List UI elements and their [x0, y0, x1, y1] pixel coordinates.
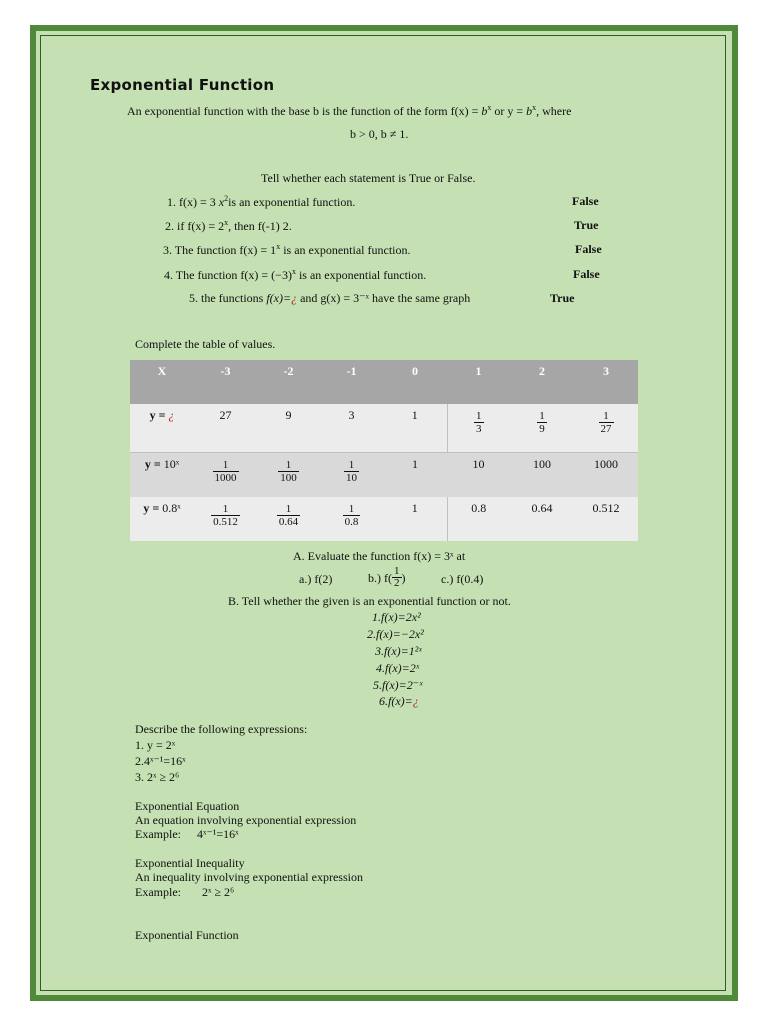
part-a-item-b: b.) f( $\frac{1}{2}$ ): [368, 565, 406, 589]
table-cell: [320, 497, 383, 541]
tf-answer-2: True: [574, 218, 599, 232]
inequality-example-label: Example:: [135, 885, 181, 899]
table-caption: Complete the table of values.: [135, 337, 276, 351]
table-row: [130, 404, 638, 453]
fraction: $\frac{1}{0.64}$: [278, 503, 299, 528]
part-b-heading: B. Tell whether the given is an exponential function or not.: [228, 594, 511, 608]
table-cell: 27: [194, 404, 257, 453]
tf-answer-3: False: [575, 242, 602, 256]
part-b-item-3: 3.f(x)=1²ˣ: [375, 644, 422, 658]
table-cell: [320, 453, 383, 498]
table-cell: 0.512: [574, 497, 638, 541]
tf-statement-4: 4. The function $f(x) = (-3)^x$ is an exponential function.: [164, 267, 427, 282]
fraction: $\frac{1}{3}$: [476, 410, 482, 435]
document-title: Exponential Function: [90, 76, 275, 94]
inequality-definition: An inequality involving exponential expression: [135, 870, 363, 884]
table-cell: 1: [383, 453, 447, 498]
table-header-cell: 1: [447, 360, 510, 404]
table-header-cell: -3: [194, 360, 257, 404]
table-row: [130, 453, 638, 498]
row-label: y = 10ˣ: [130, 453, 194, 498]
table-header-cell: X: [130, 360, 194, 404]
part-a-item-a: a.) f(2): [299, 572, 333, 586]
equation-example: 4ˣ⁻¹=16ˣ: [197, 827, 239, 841]
fraction: $\frac{1}{9}$: [539, 410, 545, 435]
table-cell: [574, 404, 638, 453]
part-b-item-1: 1.f(x)=2x²: [372, 610, 421, 624]
row-label: y = 0.8ˣ: [130, 497, 194, 541]
tf-statement-2: 2. if $f(x) = 2^x$, then f(-1) 2.: [165, 218, 292, 233]
fraction: $\frac{1}{27}$: [600, 410, 612, 435]
table-cell: 9: [257, 404, 320, 453]
describe-item-2: 2.4ˣ⁻¹=16ˣ: [135, 754, 186, 768]
table-header-cell: -2: [257, 360, 320, 404]
table-header-cell: 0: [383, 360, 447, 404]
fraction: $\frac{1}{1000}$: [214, 459, 237, 484]
inequality-heading: Exponential Inequality: [135, 856, 245, 870]
tf-statement-1: 1. f(x) = 3 $x^2is$ an exponential function.: [167, 194, 356, 209]
table-cell: 1000: [574, 453, 638, 498]
intro-line-1: An exponential function with the base b is the function of the form $f(x) = b^x$ or $y = b^x$, where: [127, 103, 572, 118]
table-cell: [194, 453, 257, 498]
table-header-cell: 3: [574, 360, 638, 404]
inequality-example: 2ˣ ≥ 2⁶: [202, 885, 235, 899]
table-cell: 3: [320, 404, 383, 453]
table-header-cell: -1: [320, 360, 383, 404]
table-cell: [447, 404, 510, 453]
table-header-row: [130, 360, 638, 404]
tf-answer-1: False: [572, 194, 599, 208]
tf-answer-4: False: [573, 267, 600, 281]
table-row: [130, 497, 638, 541]
fraction: $\frac{1}{10}$: [346, 459, 357, 484]
equation-definition: An equation involving exponential expression: [135, 813, 357, 827]
part-a-heading: A. Evaluate the function f(x) = 3ˣ at: [293, 549, 466, 563]
table-cell: [257, 497, 320, 541]
table-cell: [510, 404, 574, 453]
part-b-item-4: 4.f(x)=2ˣ: [376, 661, 420, 675]
describe-heading: Describe the following expressions:: [135, 722, 308, 736]
part-b-item-2: 2.f(x)=−2x²: [367, 627, 424, 641]
footer-heading: Exponential Function: [135, 928, 239, 942]
fraction: $\frac{1}{0.8}$: [344, 503, 359, 528]
table-cell: 1: [383, 404, 447, 453]
row-label: y = ¿: [130, 404, 194, 453]
table-of-values: [130, 360, 638, 541]
table-cell: 1: [383, 497, 447, 541]
table-cell: [194, 497, 257, 541]
truefalse-heading: Tell whether each statement is True or False.: [261, 171, 476, 185]
table-cell: 0.8: [447, 497, 510, 541]
describe-item-3: 3. 2ˣ ≥ 2⁶: [135, 770, 180, 784]
table-cell: 10: [447, 453, 510, 498]
intro-line-2: b > 0, b ≠ 1.: [350, 127, 409, 141]
part-b-item-5: 5.f(x)=2⁻ˣ: [373, 678, 423, 692]
tf-answer-5: True: [550, 291, 575, 305]
fraction: $\frac{1}{100}$: [280, 459, 297, 484]
part-b-item-6: 6.f(x)=¿: [379, 694, 419, 708]
equation-example-label: Example:: [135, 827, 181, 841]
table-cell: [257, 453, 320, 498]
describe-item-1: 1. y = 2ˣ: [135, 738, 176, 752]
table-header-cell: 2: [510, 360, 574, 404]
fraction: $\frac{1}{0.512}$: [213, 503, 238, 528]
table-cell: 100: [510, 453, 574, 498]
part-a-item-c: c.) f(0.4): [441, 572, 484, 586]
fraction: $\frac{1}{2}$: [394, 565, 400, 589]
table-cell: 0.64: [510, 497, 574, 541]
equation-heading: Exponential Equation: [135, 799, 240, 813]
tf-statement-5: 5. the functions f(x)=¿ and g(x) = 3⁻ˣ have the same graph: [189, 291, 471, 305]
tf-statement-3: 3. The function $f(x) = 1^x$ is an exponential function.: [163, 242, 411, 257]
